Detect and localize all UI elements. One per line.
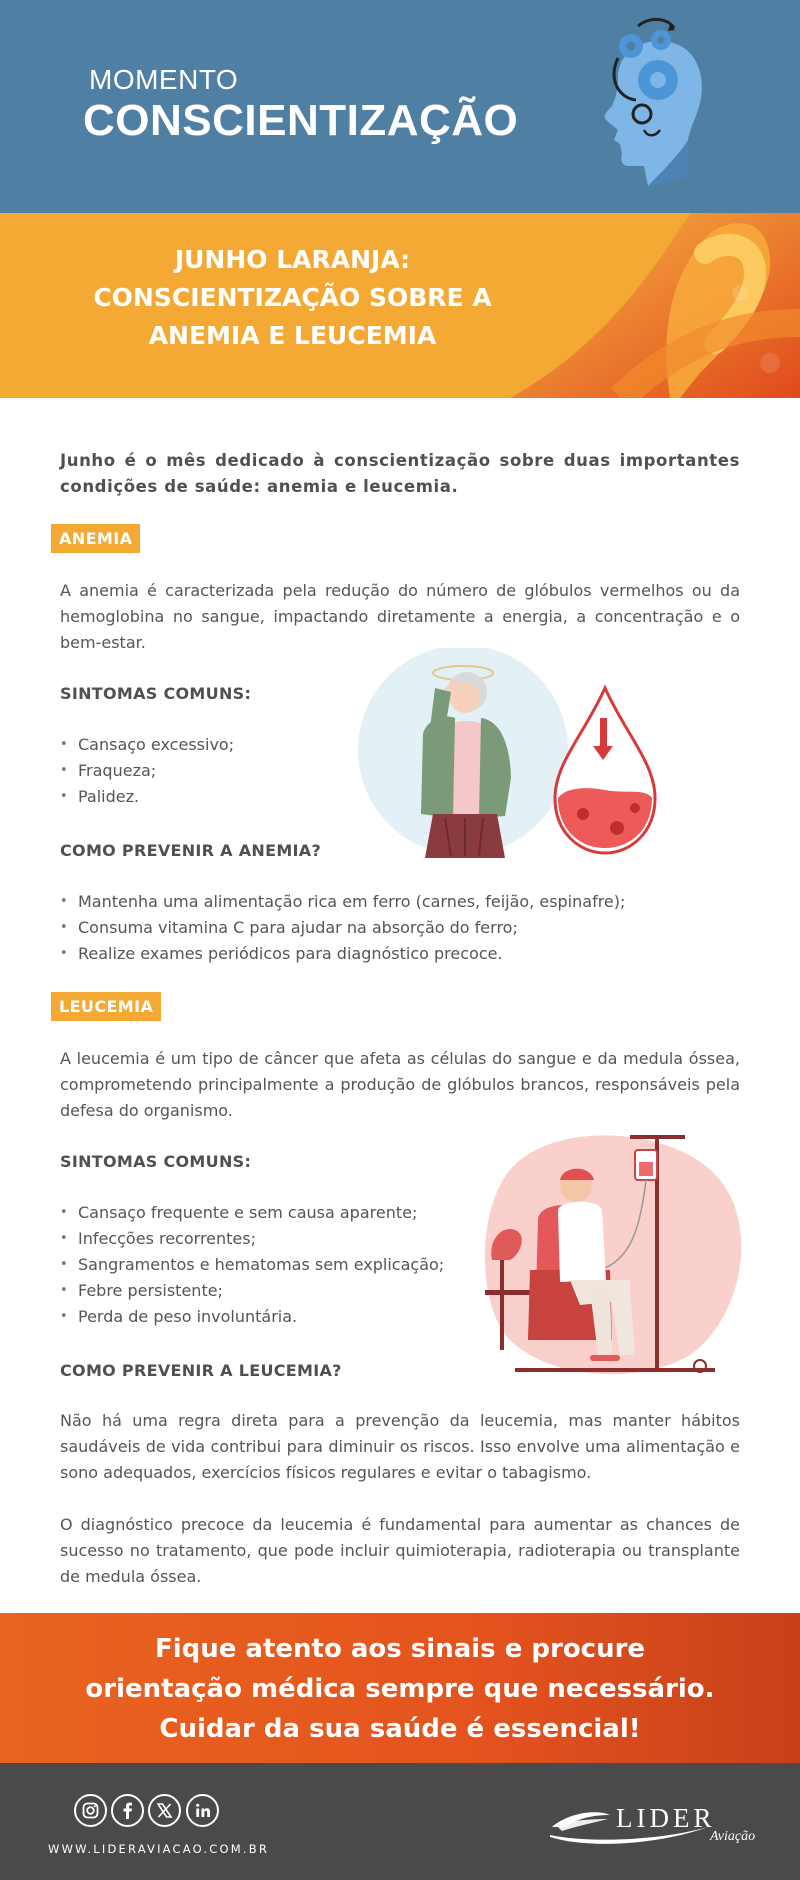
logo-name: LIDER — [616, 1803, 716, 1833]
list-item: • Cansaço excessivo; — [60, 732, 234, 758]
linkedin-icon[interactable] — [186, 1794, 219, 1827]
footer — [0, 1763, 800, 1880]
header — [0, 0, 800, 213]
list-item: • Sangramentos e hematomas sem explicação; — [60, 1252, 444, 1278]
banner-title-line: ANEMIA E LEUCEMIA — [148, 321, 437, 350]
head-with-gears-icon — [578, 18, 708, 193]
list-item: • Infecções recorrentes; — [60, 1226, 444, 1252]
list-item: • Palidez. — [60, 784, 234, 810]
patient-chemotherapy-illustration — [480, 1130, 745, 1380]
anemia-prevention-list — [60, 889, 625, 967]
intro-text: Junho é o mês dedicado à conscientização sobre duas importantes condições de saúde: anemia e leucemia. — [60, 451, 740, 496]
leucemia-diagnosis-text: O diagnóstico precoce da leucemia é fundamental para aumentar as chances de sucesso no tratamento, que pode incluir quimioterapia, radioterapia ou transplante de medula óssea. — [60, 1515, 740, 1586]
website-link[interactable]: WWW.LIDERAVIACAO.COM.BR — [48, 1842, 270, 1856]
anemia-symptoms-heading: SINTOMAS COMUNS: — [60, 684, 252, 703]
main-content — [0, 398, 800, 1613]
call-to-action — [0, 1613, 800, 1763]
anemia-tag: ANEMIA — [51, 524, 140, 553]
list-item: • Perda de peso involuntária. — [60, 1304, 444, 1330]
anemia-symptoms-list — [60, 732, 234, 810]
list-item: • Febre persistente; — [60, 1278, 444, 1304]
leucemia-description: A leucemia é um tipo de câncer que afeta as células do sangue e da medula óssea, comprometendo principalmente a produção de glóbulos brancos, responsáveis pela defesa do organismo. — [60, 1049, 740, 1120]
leucemia-symptoms-list — [60, 1200, 444, 1330]
company-logo — [548, 1797, 758, 1857]
leucemia-symptoms-heading: SINTOMAS COMUNS: — [60, 1152, 252, 1171]
list-item: • Fraqueza; — [60, 758, 234, 784]
banner-title-line: JUNHO LARANJA: — [174, 245, 411, 274]
cta-line: Cuidar da sua saúde é essencial! — [159, 1714, 641, 1744]
banner-title-line: CONSCIENTIZAÇÃO SOBRE A — [93, 283, 492, 312]
cta-text — [40, 1629, 760, 1749]
list-item: • Cansaço frequente e sem causa aparente; — [60, 1200, 444, 1226]
anemia-description: A anemia é caracterizada pela redução do número de glóbulos vermelhos ou da hemoglobina no sangue, impactando diretamente a energia, a concentração e o bem-estar. — [60, 581, 740, 652]
anemia-prevention-heading: COMO PREVENIR A ANEMIA? — [60, 841, 322, 860]
orange-ribbon-icon — [470, 213, 800, 398]
header-title: CONSCIENTIZAÇÃO — [83, 96, 519, 145]
facebook-icon[interactable] — [111, 1794, 144, 1827]
leucemia-prevention-heading: COMO PREVENIR A LEUCEMIA? — [60, 1361, 342, 1380]
header-kicker: MOMENTO — [89, 64, 239, 95]
instagram-icon[interactable] — [74, 1794, 107, 1827]
cta-line: orientação médica sempre que necessário. — [85, 1674, 715, 1704]
banner — [0, 213, 800, 398]
logo-subtitle: Aviação — [710, 1829, 756, 1844]
leucemia-prevention-text: Não há uma regra direta para a prevenção da leucemia, mas manter hábitos saudáveis de vida contribui para diminuir os riscos. Isso envolve uma alimentação e sono adequados, exercícios físicos regulares e evitar o tabagismo. — [60, 1411, 740, 1482]
list-item: • Mantenha uma alimentação rica em ferro (carnes, feijão, espinafre); — [60, 889, 625, 915]
x-icon[interactable] — [148, 1794, 181, 1827]
list-item: • Consuma vitamina C para ajudar na absorção do ferro; — [60, 915, 625, 941]
dizzy-woman-blood-drop-illustration — [355, 648, 665, 873]
list-item: • Realize exames periódicos para diagnóstico precoce. — [60, 941, 625, 967]
leucemia-tag: LEUCEMIA — [51, 992, 161, 1021]
cta-line: Fique atento aos sinais e procure — [154, 1634, 646, 1664]
